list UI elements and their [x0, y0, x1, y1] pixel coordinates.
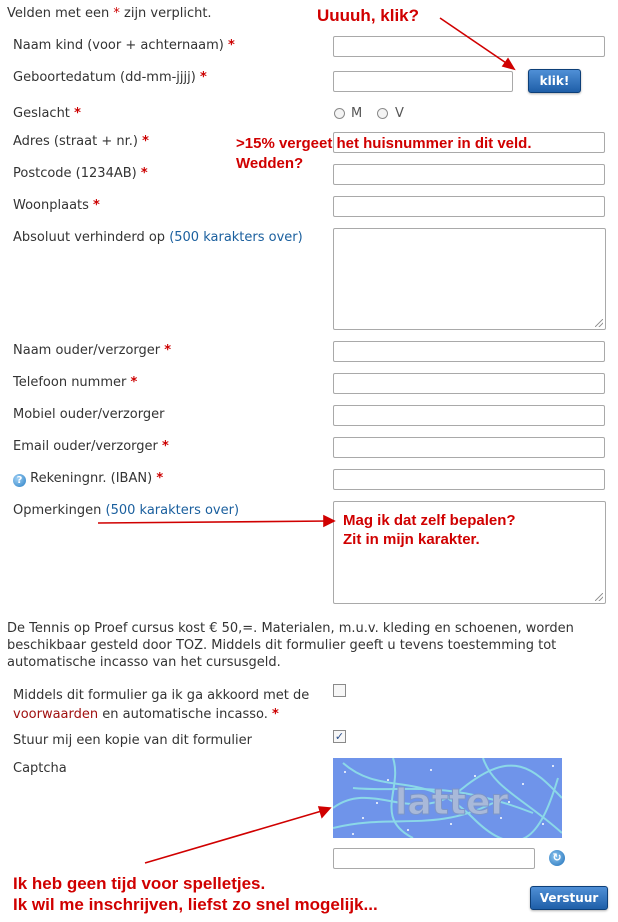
- telefoon-text: Telefoon nummer: [13, 375, 127, 390]
- annotation-spelletjes-1: Ik heb geen tijd voor spelletjes.: [13, 874, 266, 893]
- annotation-karakter-2: Zit in mijn karakter.: [343, 531, 480, 548]
- captcha-input[interactable]: [333, 848, 535, 869]
- annotation-karakter-1: Mag ik dat zelf bepalen?: [343, 512, 516, 529]
- required-note-text: Velden met een: [7, 6, 114, 21]
- geslacht-text: Geslacht: [13, 106, 70, 121]
- copy-checkbox[interactable]: ✓: [334, 730, 345, 743]
- agree-text: Middels dit formulier ga ik ga akkoord met de: [13, 688, 310, 703]
- adres-text: Adres (straat + nr.): [13, 134, 138, 149]
- geslacht-label: [13, 106, 81, 121]
- gender-label-v: V: [395, 106, 404, 121]
- required-star: *: [74, 106, 81, 121]
- opmerkingen-text: Opmerkingen: [13, 503, 102, 518]
- naam-ouder-label: [13, 343, 171, 358]
- naam-ouder-text: Naam ouder/verzorger: [13, 343, 161, 358]
- adres-label: [13, 134, 149, 149]
- info-paragraph: De Tennis op Proef cursus kost € 50,=. Materialen, m.u.v. kleding en schoenen, worden beschikbaar gesteld door TOZ. Middels dit formulier geeft u tevens toestemming tot automatische incasso van het cursusgeld.: [7, 621, 574, 670]
- verhinderd-text: Absoluut verhinderd op: [13, 230, 166, 245]
- arrow-captcha-icon: [145, 807, 330, 863]
- woonplaats-input[interactable]: [333, 196, 605, 217]
- woonplaats-label: [13, 198, 100, 213]
- naam-kind-input[interactable]: [333, 36, 605, 57]
- required-star: *: [164, 343, 172, 358]
- annotation-huisnummer-1: >15% vergeet het huisnummer in dit veld.: [236, 135, 532, 152]
- mobiel-text: Mobiel ouder/verzorger: [13, 407, 165, 422]
- email-text: Email ouder/verzorger: [13, 439, 158, 454]
- telefoon-label: [13, 375, 137, 390]
- gender-radio-m[interactable]: [334, 108, 345, 119]
- agree-checkbox[interactable]: [333, 684, 346, 697]
- rekening-input[interactable]: [333, 469, 605, 490]
- email-label: [13, 439, 169, 454]
- postcode-input[interactable]: [333, 164, 605, 185]
- required-star: *: [162, 439, 169, 454]
- agree-label: [13, 686, 323, 724]
- agree-text-end: en automatische incasso.: [98, 707, 268, 722]
- annotation-spelletjes-2: Ik wil me inschrijven, liefst zo snel mogelijk...: [13, 895, 378, 914]
- required-star: *: [113, 6, 120, 21]
- postcode-label: [13, 166, 148, 181]
- required-star: *: [142, 134, 149, 149]
- required-star: *: [140, 166, 148, 181]
- required-star: *: [272, 707, 279, 722]
- required-note-text-end: zijn verplicht.: [119, 6, 212, 21]
- opmerkingen-counter: (500 karakters over): [105, 503, 240, 518]
- captcha-text: latter: [395, 782, 509, 823]
- captcha-graphic: [333, 758, 562, 838]
- required-note: [7, 6, 212, 21]
- naam-ouder-input[interactable]: [333, 341, 605, 362]
- woonplaats-text: Woonplaats: [13, 198, 89, 213]
- required-star: *: [156, 471, 164, 486]
- required-star: *: [130, 375, 138, 390]
- geboortedatum-input[interactable]: [333, 71, 513, 92]
- rekening-text: Rekeningnr. (IBAN): [30, 471, 153, 486]
- refresh-icon[interactable]: ↻: [549, 850, 565, 866]
- captcha-image: [333, 758, 562, 838]
- rekening-label: [13, 471, 163, 487]
- opmerkingen-label: [13, 503, 239, 518]
- email-input[interactable]: [333, 437, 605, 458]
- voorwaarden-link[interactable]: voorwaarden: [13, 707, 99, 722]
- copy-label: Stuur mij een kopie van dit formulier: [13, 733, 252, 748]
- help-icon[interactable]: ?: [13, 474, 26, 487]
- required-star: *: [93, 198, 100, 213]
- geboortedatum-text: Geboortedatum (dd-mm-jjjj): [13, 70, 196, 85]
- telefoon-input[interactable]: [333, 373, 605, 394]
- naam-kind-text: Naam kind (voor + achternaam): [13, 38, 224, 53]
- resize-grip-icon[interactable]: [595, 319, 603, 327]
- mobiel-label: [13, 407, 164, 422]
- required-star: *: [228, 38, 235, 53]
- naam-kind-label: [13, 38, 235, 53]
- resize-grip-icon[interactable]: [595, 593, 603, 601]
- mobiel-input[interactable]: [333, 405, 605, 426]
- verhinderd-textarea[interactable]: [333, 228, 606, 330]
- annotation-huisnummer-2: Wedden?: [236, 155, 304, 172]
- gender-label-m: M: [351, 106, 363, 121]
- annotation-klik: Uuuuh, klik?: [317, 6, 419, 25]
- postcode-text: Postcode (1234AB): [13, 166, 137, 181]
- submit-button[interactable]: Verstuur: [530, 886, 608, 910]
- geboortedatum-label: [13, 70, 207, 85]
- gender-radio-v[interactable]: [377, 108, 388, 119]
- verhinderd-counter: (500 karakters over): [169, 230, 303, 245]
- required-star: *: [199, 70, 207, 85]
- captcha-label: Captcha: [13, 761, 67, 776]
- verhinderd-label: [13, 230, 303, 245]
- klik-button[interactable]: klik!: [528, 69, 581, 93]
